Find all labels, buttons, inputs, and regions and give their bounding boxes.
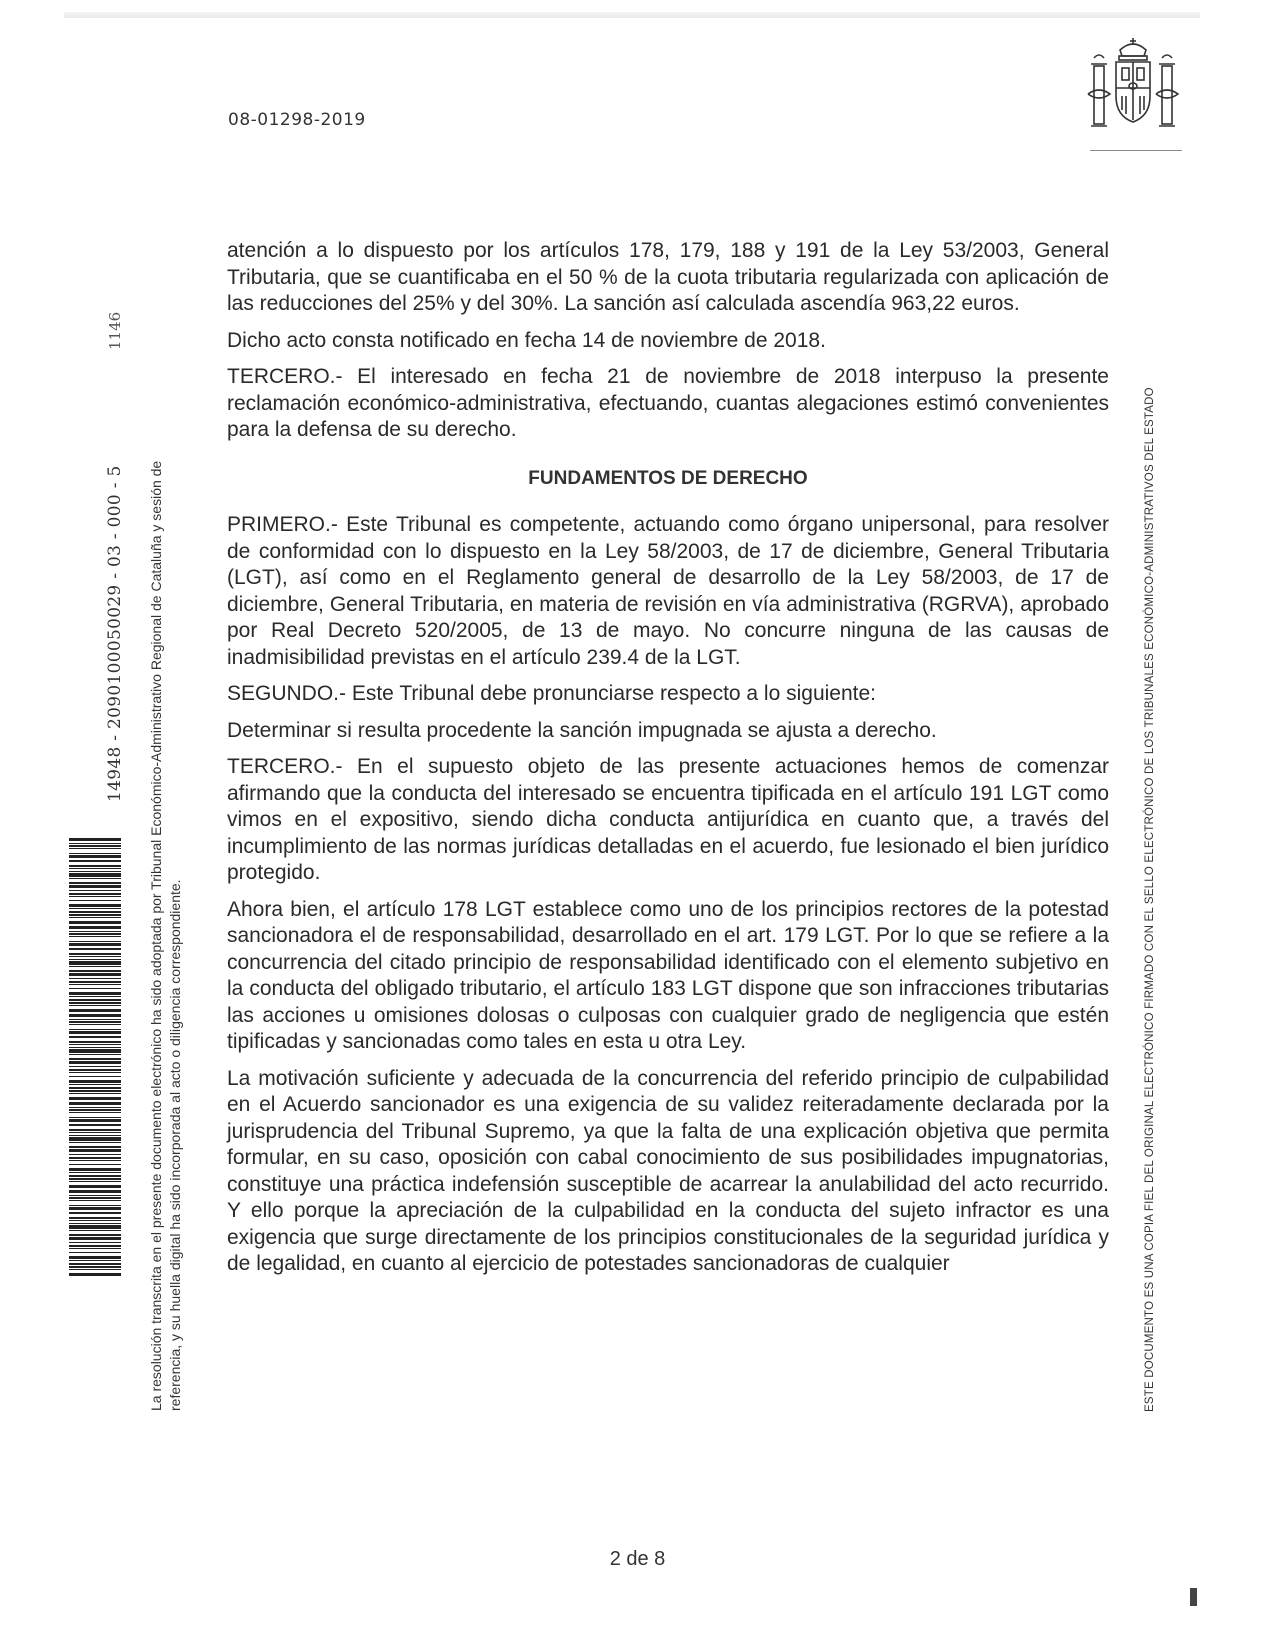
paragraph: La motivación suficiente y adecuada de la concurrencia del referido principio de culpabilidad en el Acuerdo sancionador es una exigencia de su validez reiteradamente declarada por la jurisprudencia del Tribunal Supremo, ya que la falta de una explicación objetiva que permita formular, en su caso, oposición con cabal conocimiento de sus posibilidades impugnatorias, constituye una práctica indefensión susceptible de acarrear la anulabilidad del acto recurrido. Y ello porque la apreciación de la culpabilidad en la conducta del sujeto infractor es una exigencia que surge directamente de los principios constitucionales de la seguridad jurídica y de legalidad, en cuanto al ejercicio de potestades sancionadoras de cualquier xyxy=(227,1066,1109,1275)
barcode-bar xyxy=(69,1014,121,1017)
barcode-bar xyxy=(69,1256,121,1259)
barcode-bar xyxy=(69,908,121,909)
barcode-bar xyxy=(69,1072,121,1073)
barcode-bar xyxy=(69,1109,121,1111)
barcode-bar xyxy=(69,933,121,935)
paragraph: TERCERO.- En el supuesto objeto de las presente actuaciones hemos de comenzar afirmando que la conducta del interesado se encuentra tipificada en el artículo 191 LGT como vimos en el expositivo, siendo dicha conducta antijurídica en cuanto que, a través del incumplimiento de las normas jurídicas detalladas en el acuerdo, fue lesionado el bien jurídico protegido. xyxy=(227,755,1109,884)
barcode-bar xyxy=(69,948,121,950)
barcode-bar xyxy=(69,973,121,976)
barcode-bar xyxy=(69,1041,121,1043)
barcode-bar xyxy=(69,988,121,989)
barcode-bar xyxy=(69,871,121,872)
barcode-bar xyxy=(69,1093,121,1094)
barcode-bar xyxy=(69,1252,121,1253)
barcode-bar xyxy=(69,853,121,854)
barcode-bar xyxy=(69,1054,121,1055)
barcode-bar xyxy=(69,1005,121,1006)
barcode-bar xyxy=(69,1047,121,1048)
barcode-bar xyxy=(69,1200,121,1201)
barcode-bar xyxy=(69,1154,121,1155)
barcode-bar xyxy=(69,1172,121,1173)
barcode-bar xyxy=(69,843,121,844)
barcode-bar xyxy=(69,992,121,995)
barcode-bar xyxy=(69,981,121,983)
barcode-bar xyxy=(69,1044,121,1045)
margin-reference-code: 14948 - 2090100050029 - 03 - 000 - 5 xyxy=(105,465,125,802)
barcode-bar xyxy=(69,1168,121,1171)
barcode-bar xyxy=(69,1212,121,1214)
barcode-bar xyxy=(69,1069,121,1071)
barcode-bar xyxy=(69,978,121,979)
barcode-bar xyxy=(69,1124,121,1126)
margin-legal-note-line1: La resolución transcrita en el presente documento electrónico ha sido adoptada por Tribunal Económico-Administrativo Regional de Cataluña y sesión de xyxy=(148,460,164,1411)
page-number: 2 de 8 xyxy=(609,1548,666,1570)
paragraph: Dicho acto consta notificado en fecha 14 de noviembre de 2018. xyxy=(227,328,826,352)
barcode-bar xyxy=(69,868,121,869)
barcode-bar xyxy=(69,984,121,985)
barcode-bar xyxy=(69,926,121,929)
barcode-bar xyxy=(69,936,121,937)
barcode-bar xyxy=(69,943,121,946)
margin-legal-note-line2: referencia, y su huella digital ha sido incorporada al acto o diligencia correspondiente. xyxy=(167,879,183,1411)
barcode-bar xyxy=(69,966,121,967)
barcode-bar xyxy=(69,1223,121,1224)
barcode-bar xyxy=(69,900,121,901)
barcode-bar xyxy=(69,1217,121,1219)
barcode-bar xyxy=(69,1061,121,1064)
barcode-bar xyxy=(69,1248,121,1249)
barcode-bar xyxy=(69,1021,121,1023)
barcode-bar xyxy=(69,1107,121,1108)
barcode-bar xyxy=(69,1112,121,1113)
barcode-bar xyxy=(69,893,121,895)
barcode-bar xyxy=(69,1031,121,1034)
barcode-bar xyxy=(69,1175,121,1177)
barcode-bar xyxy=(69,953,121,955)
case-number: 08-01298-2019 xyxy=(228,110,366,130)
barcode-bar xyxy=(69,873,121,877)
barcode-bar xyxy=(69,1076,121,1077)
paragraph: atención a lo dispuesto por los artículos 178, 179, 188 y 191 de la Ley 53/2003, General Tributaria, que se cuantificaba en el 50 % de la cuota tributaria regularizada con aplicación de las reducciones del 25% y del 30%. La sanción así calculada ascendía 963,22 euros. xyxy=(227,239,1109,315)
barcode-bar xyxy=(69,1234,121,1236)
barcode-bar xyxy=(69,1087,121,1089)
barcode-bar xyxy=(69,970,121,972)
document-body xyxy=(227,238,1109,1288)
barcode-bar xyxy=(69,996,121,997)
barcode-bar xyxy=(69,1207,121,1210)
barcode-bar xyxy=(69,860,121,862)
barcode-bar xyxy=(69,1269,121,1270)
barcode-bar xyxy=(69,921,121,924)
barcode-bar xyxy=(69,1142,121,1143)
paragraph: Determinar si resulta procedente la sanción impugnada se ajusta a derecho. xyxy=(227,718,937,742)
barcode-bar xyxy=(69,1197,121,1199)
barcode-bar xyxy=(69,855,121,858)
barcode-bar xyxy=(69,911,121,913)
barcode-bar xyxy=(69,904,121,907)
barcode-bar xyxy=(69,1080,121,1083)
barcode-bar xyxy=(69,1260,121,1261)
section-heading: FUNDAMENTOS DE DERECHO xyxy=(528,467,808,489)
barcode-bar xyxy=(69,1049,121,1053)
barcode-bar xyxy=(69,1029,121,1030)
barcode-bar xyxy=(69,1245,121,1247)
barcode-bar xyxy=(69,1058,121,1060)
barcode-bar xyxy=(69,1181,121,1182)
paragraph: SEGUNDO.- Este Tribunal debe pronunciarse respecto a lo siguiente: xyxy=(227,682,877,705)
barcode xyxy=(69,838,121,1278)
barcode-bar xyxy=(69,890,121,891)
barcode-bar xyxy=(69,1195,121,1196)
barcode-bar xyxy=(69,961,121,965)
copy-certification-stamp: ESTE DOCUMENTO ES UNA COPIA FIEL DEL ORIGINAL ELECTRÓNICO FIRMADO CON EL SELLO ELECTRÓNICO DE LOS TRIBUNALES ECONÓMICO-ADMINISTRATIVOS DEL ESTADO xyxy=(1144,387,1156,1412)
barcode-bar xyxy=(69,1242,121,1243)
crest-underline xyxy=(1090,150,1182,151)
barcode-bar xyxy=(69,1149,121,1152)
margin-document-number: 1146 xyxy=(106,311,124,350)
barcode-bar xyxy=(69,1237,121,1240)
barcode-bar xyxy=(69,1205,121,1206)
barcode-bar xyxy=(69,1266,121,1268)
paragraph: PRIMERO.- Este Tribunal es competente, actuando como órgano unipersonal, para resolver de conformidad con lo dispuesto en la Ley 58/2003, de 17 de diciembre, General Tributaria (LGT), así como en el Reglamento general de desarrollo de la Ley 58/2003, de 17 de diciembre, General Tributaria, en materia de revisión en vía administrativa (RGRVA), aprobado por Real Decreto 520/2005, de 13 de mayo. No concurre ninguna de las causas de inadmisibilidad previstas en el artículo 239.4 de la LGT. xyxy=(227,513,1109,669)
barcode-bar xyxy=(69,1019,121,1020)
barcode-bar xyxy=(69,1273,121,1276)
barcode-bar xyxy=(69,885,121,888)
barcode-bar xyxy=(69,1129,121,1131)
barcode-bar xyxy=(69,1097,121,1100)
barcode-bar xyxy=(69,1102,121,1105)
barcode-bar xyxy=(69,1164,121,1165)
barcode-bar xyxy=(69,1160,121,1161)
barcode-bar xyxy=(69,1036,121,1038)
barcode-bar xyxy=(69,914,121,916)
barcode-bar xyxy=(69,848,121,849)
barcode-bar xyxy=(69,1185,121,1188)
barcode-bar xyxy=(69,896,121,897)
scan-edge xyxy=(64,12,1200,18)
barcode-bar xyxy=(69,878,121,879)
barcode-bar xyxy=(69,1009,121,1012)
barcode-bar xyxy=(69,1066,121,1067)
barcode-bar xyxy=(69,1230,121,1231)
barcode-bar xyxy=(69,1117,121,1118)
barcode-bar xyxy=(69,1157,121,1159)
barcode-bar xyxy=(69,838,121,841)
barcode-bar xyxy=(69,845,121,847)
barcode-bar xyxy=(69,1178,121,1180)
barcode-bar xyxy=(69,917,121,918)
corner-mark xyxy=(1190,1588,1197,1606)
barcode-bar xyxy=(69,1135,121,1136)
barcode-bar xyxy=(69,1137,121,1141)
paragraph: Ahora bien, el artículo 178 LGT establece como uno de los principios rectores de la potestad sancionadora el de responsabilidad, desarrollado en el art. 179 LGT. Por lo que se refiere a la concurrencia del citado principio de responsabilidad identificado con el elemento subjetivo en la conducta del obligado tributario, el artículo 183 LGT dispone que son infracciones tributarias las acciones u omisiones dolosas o culposas con cualquier grado de negligencia que estén tipificadas y sancionadas como tales en esta u otra Ley. xyxy=(227,897,1109,1053)
barcode-bar xyxy=(69,931,121,932)
barcode-bar xyxy=(69,999,121,1001)
barcode-bar xyxy=(69,1024,121,1025)
barcode-bar xyxy=(69,1132,121,1133)
barcode-bar xyxy=(69,959,121,960)
barcode-bar xyxy=(69,882,121,884)
barcode-bar xyxy=(69,1146,121,1148)
barcode-bar xyxy=(69,1220,121,1221)
barcode-bar xyxy=(69,1225,121,1229)
barcode-bar xyxy=(69,1190,121,1193)
barcode-bar xyxy=(69,1263,121,1265)
barcode-bar xyxy=(69,941,121,942)
paragraph: TERCERO.- El interesado en fecha 21 de noviembre de 2018 interpuso la presente reclamación económico-administrativa, efectuando, cuantas alegaciones estimó convenientes para la defensa de su derecho. xyxy=(227,365,1109,441)
barcode-bar xyxy=(69,865,121,867)
spanish-coat-of-arms-icon xyxy=(1086,36,1180,138)
barcode-bar xyxy=(69,1119,121,1122)
barcode-bar xyxy=(69,956,121,957)
barcode-bar xyxy=(69,1002,121,1004)
barcode-bar xyxy=(69,1084,121,1085)
barcode-bar xyxy=(69,1090,121,1092)
